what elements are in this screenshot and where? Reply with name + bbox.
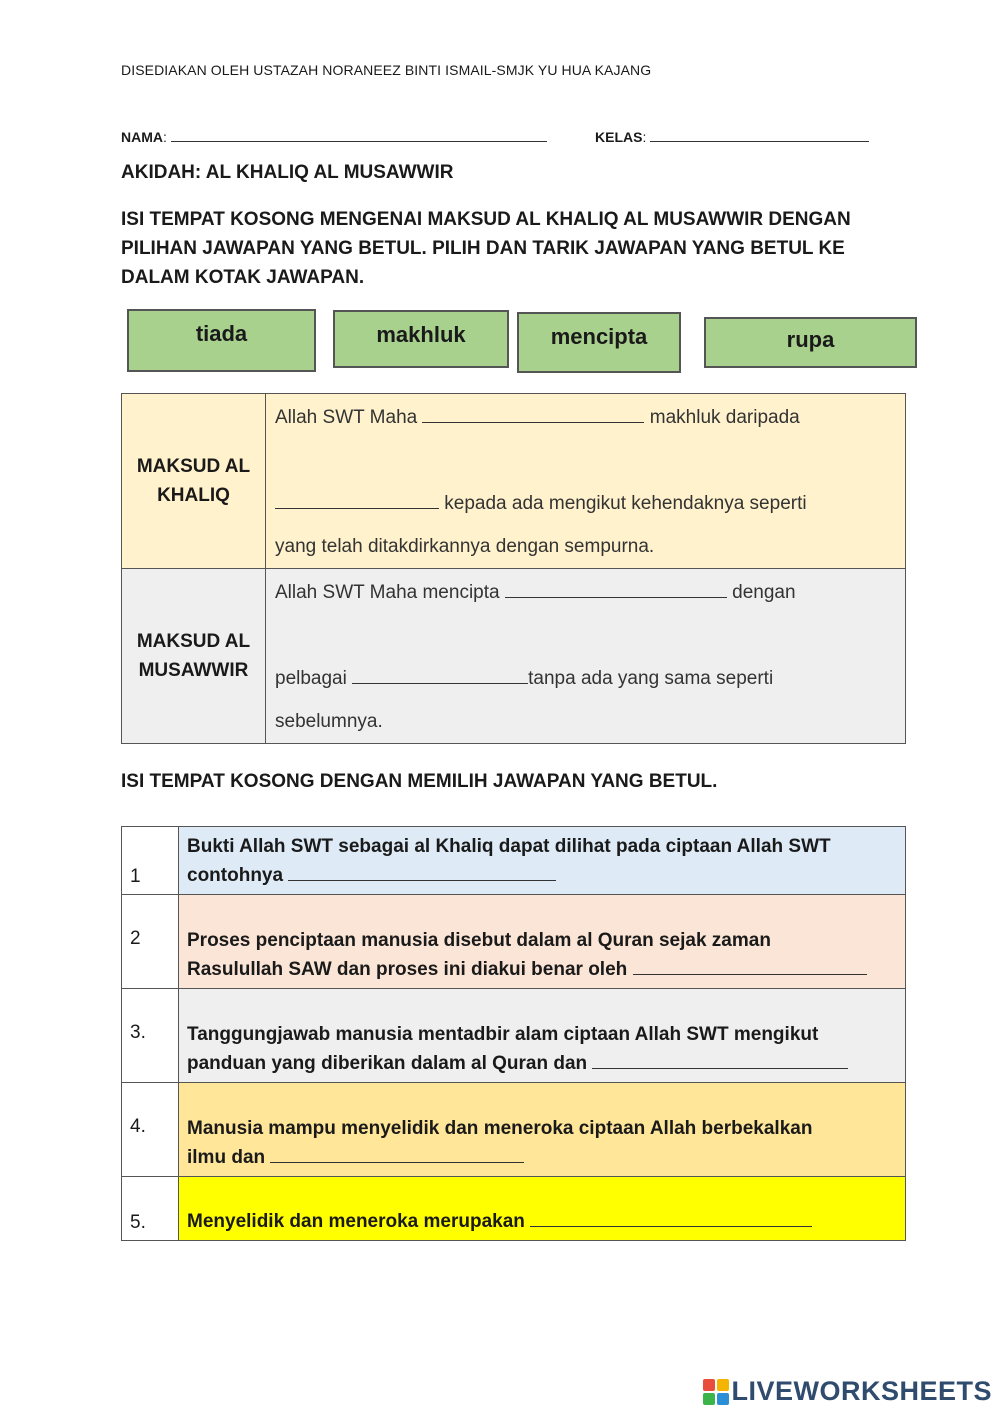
definition-heading [122,394,266,569]
class-input[interactable] [650,123,869,142]
definition-body [266,394,906,569]
liveworksheets-logo-icon [703,1379,729,1405]
logo-tile [717,1379,729,1391]
drop-box-musawwir-2[interactable] [352,665,528,684]
definition-text: yang telah ditakdirkannya dengan sempurna. [275,536,655,557]
answer-chip-mencipta[interactable] [517,312,681,373]
question-text [179,989,906,1083]
question-text [179,1083,906,1177]
answer-input-2[interactable] [633,956,867,975]
instruction-fill-blanks: ISI TEMPAT KOSONG DENGAN MEMILIH JAWAPAN YANG BETUL. [121,771,718,792]
heading-line: MAKSUD AL [136,456,251,477]
question-line: Tanggungjawab manusia mentadbir alam ciptaan Allah SWT mengikut [187,1024,819,1045]
class-colon: : [642,129,647,145]
brand-wordmark: LIVEWORKSHEETS [731,1376,992,1406]
logo-tile [703,1379,715,1391]
question-number: 2 [122,895,179,989]
name-input[interactable] [171,123,547,142]
answer-input-4[interactable] [270,1144,524,1163]
logo-tile [703,1393,715,1405]
prepared-by-text: DISEDIAKAN OLEH USTAZAH NORANEEZ BINTI ISMAIL-SMJK YU HUA KAJANG [121,62,652,78]
question-line: Proses penciptaan manusia disebut dalam al Quran sejak zaman [187,930,771,951]
drop-box-musawwir-1[interactable] [505,579,727,598]
answer-chip-tiada[interactable] [127,309,316,372]
question-line: contohnya [187,865,284,886]
heading-line: MUSAWWIR [138,660,249,681]
question-line: ilmu dan [187,1147,266,1168]
question-number: 4. [122,1083,179,1177]
class-field-row [595,123,869,145]
question-number: 5. [122,1177,179,1241]
question-text [179,895,906,989]
question-row [122,1083,906,1177]
question-row [122,989,906,1083]
definition-text: Allah SWT Maha [275,407,418,428]
answer-chip-rupa[interactable] [704,317,917,368]
question-line: panduan yang diberikan dalam al Quran dan [187,1053,588,1074]
definition-row-musawwir [122,569,906,744]
question-text [179,1177,906,1241]
definition-text: makhluk daripada [649,407,800,428]
name-label: NAMA [121,129,163,145]
topic-title: AKIDAH: AL KHALIQ AL MUSAWWIR [121,162,454,183]
answer-input-5[interactable] [530,1208,812,1227]
definition-row-khaliq [122,394,906,569]
heading-line: KHALIQ [157,485,230,506]
definition-heading [122,569,266,744]
definition-table [121,393,906,744]
instruction-drag-drop: ISI TEMPAT KOSONG MENGENAI MAKSUD AL KHALIQ AL MUSAWWIR DENGAN PILIHAN JAWAPAN YANG BETUL. PILIH DAN TARIK JAWAPAN YANG BETUL KE DALAM KOTAK JAWAPAN. [121,209,851,288]
definition-text: dengan [732,582,796,603]
question-line: Manusia mampu menyelidik dan meneroka ciptaan Allah berbekalkan [187,1118,813,1139]
question-row [122,895,906,989]
name-field-row [121,123,547,145]
liveworksheets-logo [703,1376,992,1407]
question-line: Menyelidik dan meneroka merupakan [187,1211,525,1232]
logo-tile [717,1393,729,1405]
chip-label: rupa [786,327,835,352]
question-number: 3. [122,989,179,1083]
definition-text: Allah SWT Maha mencipta [275,582,500,603]
definition-text: pelbagai [275,668,347,689]
drop-box-khaliq-2[interactable] [275,490,439,509]
name-colon: : [163,129,167,145]
definition-body [266,569,906,744]
definition-text: tanpa ada yang sama seperti [528,668,774,689]
answer-input-3[interactable] [592,1050,848,1069]
questions-table [121,826,906,1241]
chip-label: mencipta [550,324,648,349]
definition-text: sebelumnya. [275,711,383,732]
chip-label: makhluk [376,322,466,347]
question-line: Bukti Allah SWT sebagai al Khaliq dapat dilihat pada ciptaan Allah SWT [187,836,831,857]
question-line: Rasulullah SAW dan proses ini diakui benar oleh [187,959,628,980]
class-label: KELAS [595,129,643,145]
definition-text: kepada ada mengikut kehendaknya seperti [444,493,807,514]
question-row [122,827,906,895]
question-row [122,1177,906,1241]
drop-box-khaliq-1[interactable] [422,404,644,423]
answer-input-1[interactable] [288,862,556,881]
heading-line: MAKSUD AL [136,631,251,652]
chip-label: tiada [195,321,248,346]
question-text [179,827,906,895]
question-number: 1 [122,827,179,895]
answer-chip-makhluk[interactable] [333,310,509,368]
